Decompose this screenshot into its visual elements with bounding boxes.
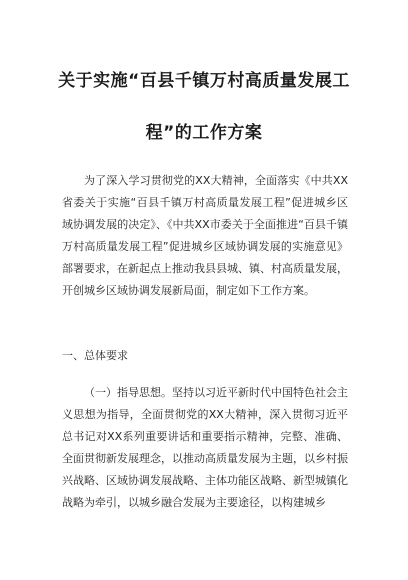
guiding-ideology-paragraph: （一）指导思想。坚持以习近平新时代中国特色社会主义思想为指导，全面贯彻党的XX大精神，深入贯彻习近平总书记对XX系列重要讲话和重要指示精神，完整、准确、全面贯彻新发展理念，以推动高质量发展为主题，以乡村振兴战略、区域协调发展战略、主体功能区战略、新型城镇化战略为牵引，以城乡融合发展为主要途径，以构建城乡: [62, 386, 348, 509]
section-heading-general-requirements: 一、总体要求: [62, 349, 128, 362]
document-title-line-1: 关于实施“百县千镇万村高质量发展工: [58, 71, 350, 91]
document-title-line-2: 程”的工作方案: [145, 123, 263, 143]
intro-paragraph: 为了深入学习贯彻党的XX大精神，全面落实《中共XX省委关于实施“百县千镇万村高质量发展工程”促进城乡区域协调发展的决定》、《中共XX市委关于全面推进“百县千镇万村高质量发展工程”促进城乡区域协调发展的实施意见》部署要求，在新起点上推动我县县城、镇、村高质量发展，开创城乡区域协调发展新局面，制定如下工作方案。: [62, 174, 348, 297]
